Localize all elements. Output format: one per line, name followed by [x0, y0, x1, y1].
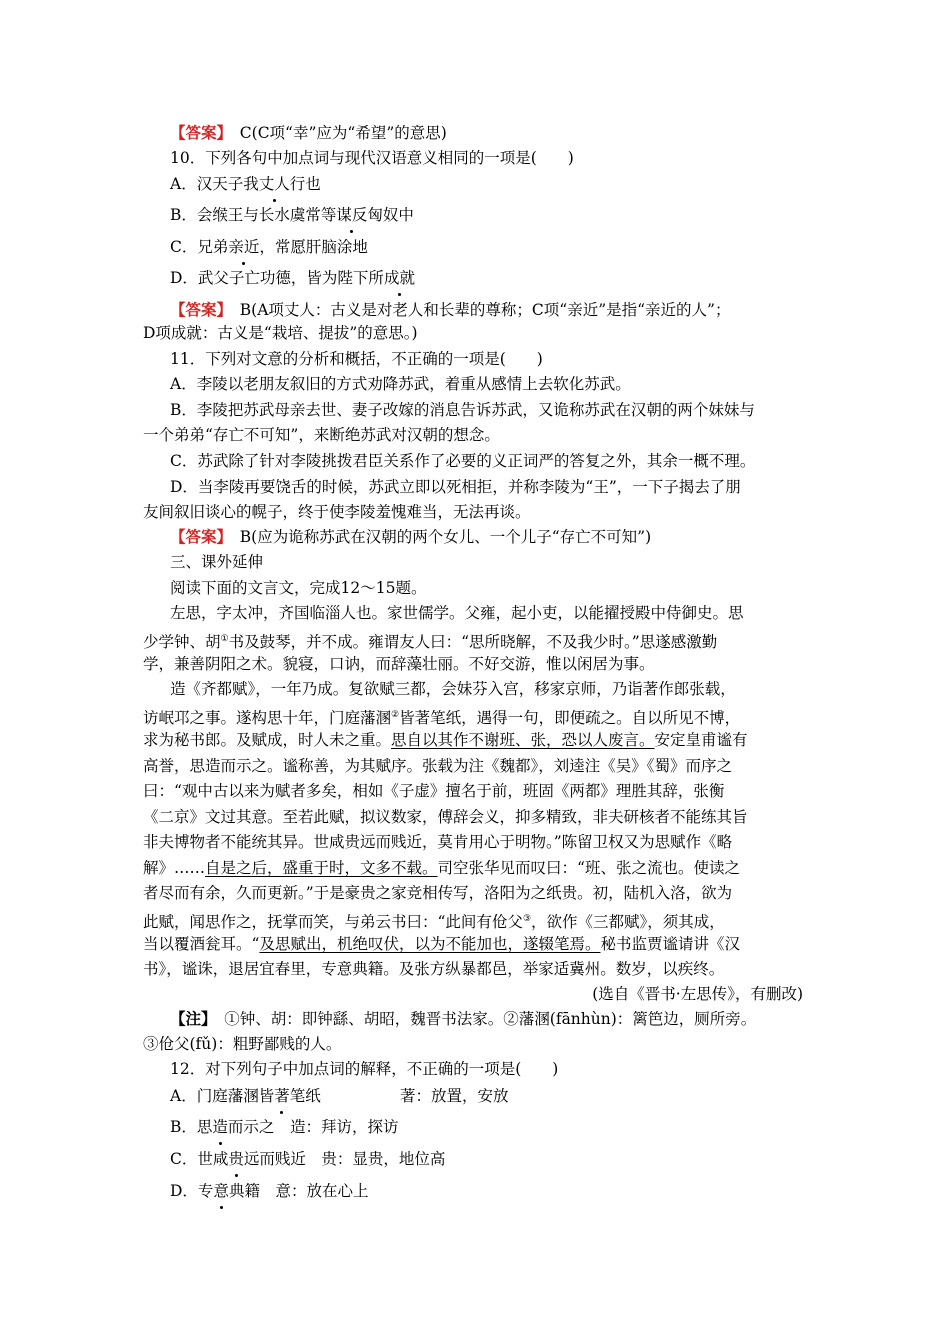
passage-line: 高誉，思造而示之。谧称善，为其赋序。张载为注《魏都》，刘逵注《吴》《蜀》而序之 [143, 757, 733, 775]
q12-option-c: C．世咸贵远而贱近 贵：显贵，地位高 [170, 1150, 446, 1168]
passage-line: 曰：“观中古以来为赋者多矣，相如《子虚》擅名于前，班固《两都》理胜其辞，张衡 [143, 782, 725, 800]
q10-answer-cont: D项成就：古义是“栽培、提拔”的意思。) [143, 324, 418, 342]
q12-option-d: D．专意典籍 意：放在心上 [170, 1182, 369, 1200]
section-heading: 三、课外延伸 [170, 553, 264, 571]
q10-stem: 10．下列各句中加点词与现代汉语意义相同的一项是( ) [170, 149, 574, 167]
q10-option-c: C．兄弟亲近，常愿肝脑涂地 [170, 238, 368, 256]
q11-option-b: B．李陵把苏武母亲去世、妻子改嫁的消息告诉苏武，又诡称苏武在汉朝的两个妹妹与 [170, 401, 755, 419]
footnote-mark: ② [391, 710, 400, 720]
q11-option-d-cont: 友间叙旧谈心的幌子，终于使李陵羞愧难当，无法再谈。 [143, 503, 531, 521]
dotted-word: 贵 [228, 1150, 244, 1168]
passage-line: 《二京》文过其意。至若此赋，拟议数家，傅辞会义，抑多精致，非夫研核者不能练其旨 [143, 808, 748, 826]
q11-option-c: C．苏武除了针对李陵挑拨君臣关系作了必要的义正词严的答复之外，其余一概不理。 [170, 452, 756, 470]
dotted-word: 丈人 [258, 175, 290, 193]
underlined-sentence: 思自以其作不谢班、张，恐以人废言。 [391, 731, 655, 749]
passage-line: 少学钟、胡①书及鼓琴，并不成。雍谓友人曰：“思所晓解，不及我少时。”思遂感激勤 [143, 633, 718, 652]
q10-option-d: D．武父子亡功德，皆为陛下所成就 [170, 269, 415, 287]
answer-tag: 【答案】 [170, 123, 225, 142]
q10-answer: 【答案】 B(A项丈人：古义是对老人和长辈的尊称；C项“亲近”是指“亲近的人”； [170, 300, 731, 319]
passage-line: 左思，字太冲，齐国临淄人也。家世儒学。父雍，起小吏，以能擢授殿中侍御史。思 [170, 604, 744, 622]
q11-option-a: A．李陵以老朋友叙旧的方式劝降苏武，着重从感情上去软化苏武。 [170, 375, 631, 393]
passage-line: 学，兼善阴阳之术。貌寝，口讷，而辞藻壮丽。不好交游，惟以闲居为事。 [143, 655, 655, 673]
q11-stem: 11．下列对文意的分析和概括，不正确的一项是( ) [170, 350, 543, 368]
answer-tag: 【答案】 [170, 527, 225, 546]
passage-line: 造《齐都赋》，一年乃成。复欲赋三都，会妹芬入宫，移家京师，乃诣著作郎张载， [170, 680, 736, 698]
passage-line: 此赋，闻思作之，抚掌而笑，与弟云书曰：“此间有伧父③，欲作《三都赋》，须其成， [143, 913, 725, 932]
q11-answer: 【答案】 B(应为诡称苏武在汉朝的两个女儿、一个儿子“存亡不可知”) [170, 527, 652, 546]
q12-stem: 12．对下列句子中加点词的解释，不正确的一项是( ) [170, 1060, 559, 1078]
passage-line: 者尽而有余，久而更新。”于是豪贵之家竞相传写，洛阳为之纸贵。初，陆机入洛，欲为 [143, 884, 733, 902]
passage-line: 当以覆酒瓮耳。“及思赋出，机绝叹伏，以为不能加也，遂辍笔焉。秘书监贾谧请讲《汉 [143, 935, 740, 953]
q11-option-b-cont: 一个弟弟“存亡不可知”，来断绝苏武对汉朝的想念。 [143, 426, 500, 444]
dotted-word: 造 [212, 1118, 228, 1136]
dotted-word: 意 [213, 1182, 229, 1200]
passage-line: 非夫博物者不能统其异。世咸贵远而贱近，莫肯用心于明物。”陈留卫权又为思赋作《略 [143, 833, 733, 851]
passage-line: 访岷邛之事。遂构思十年，门庭藩溷②皆著笔纸，遇得一句，即便疏之。自以所见不博， [143, 709, 741, 728]
notes: 【注】 ①钟、胡：即钟繇、胡昭，魏晋书法家。②藩溷(fānhùn)：篱笆边，厕所旁。 [170, 1009, 757, 1028]
underlined-sentence: 自是之后，盛重于时，文多不载。 [205, 859, 438, 877]
footnote-mark: ③ [522, 914, 532, 924]
footnote-mark: ① [220, 634, 229, 644]
notes-cont: ③伧父(fǔ)：粗野鄙贱的人。 [143, 1035, 342, 1053]
q12-option-a: A．门庭藩溷皆著笔纸 著：放置，安放 [170, 1087, 509, 1105]
q12-option-a-expl: 著：放置，安放 [400, 1087, 509, 1105]
q10-option-a: A．汉天子我丈人行也 [170, 175, 321, 193]
passage-line: 书》，谧诛，退居宜春里，专意典籍。及张方纵暴都邑，举家适冀州。数岁，以疾终。 [143, 960, 725, 978]
notes-label: 【注】 [170, 1009, 209, 1028]
answer-tag: 【答案】 [170, 300, 225, 319]
passage-line: 解》……自是之后，盛重于时，文多不载。司空张华见而叹曰：“班、张之流也。使读之 [143, 859, 740, 877]
passage-line: 求为秘书郎。及赋成，时人未之重。思自以其作不谢班、张，恐以人废言。安定皇甫谧有 [143, 731, 748, 749]
dotted-word: 谋反 [336, 206, 368, 224]
q12-option-b: B．思造而示之 造：拜访，探访 [170, 1118, 399, 1136]
dotted-word: 著 [274, 1087, 290, 1105]
underlined-sentence: 及思赋出，机绝叹伏，以为不能加也，遂辍笔焉。 [259, 935, 601, 953]
q9-answer: 【答案】 C(C项“幸”应为“希望”的意思) [170, 123, 447, 142]
dotted-word: 亲近 [228, 238, 260, 256]
passage-source: (选自《晋书·左思传》，有删改) [592, 985, 803, 1003]
q11-option-d: D．当李陵再要饶舌的时候，苏武立即以死相拒，并称李陵为“王”，一下子揭去了朋 [170, 478, 741, 496]
q10-option-b: B．会缑王与长水虞常等谋反匈奴中 [170, 206, 414, 224]
instruction: 阅读下面的文言文，完成12～15题。 [170, 579, 427, 597]
dotted-word: 成就 [383, 269, 415, 287]
